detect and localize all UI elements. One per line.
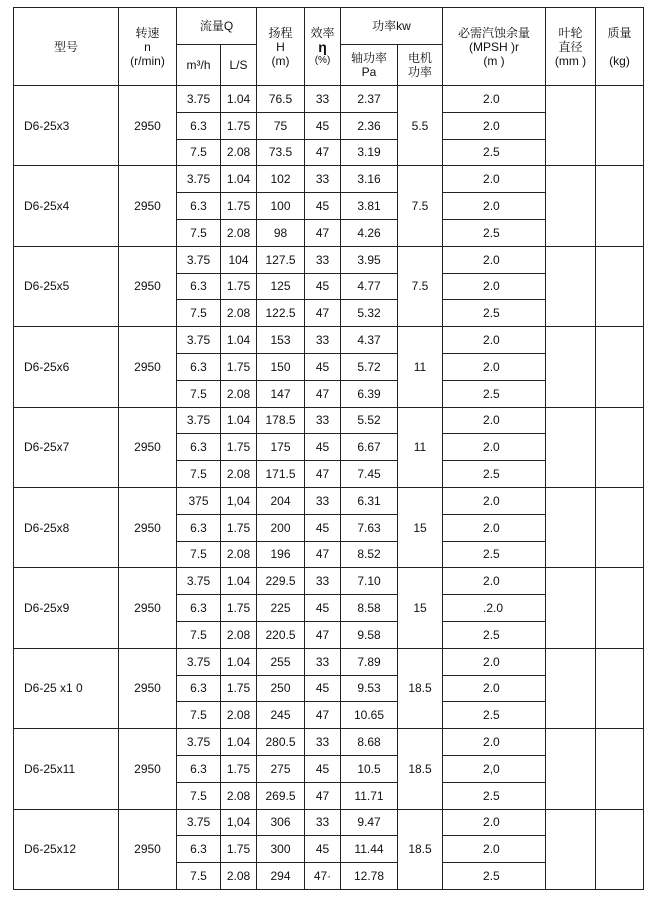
shaft-power-cell: 2.37: [341, 86, 398, 113]
npsh-cell: 2.0: [443, 246, 546, 273]
efficiency-cell: 45: [305, 193, 341, 220]
npsh-cell: 2.0: [443, 729, 546, 756]
model-cell: D6-25x7: [14, 407, 119, 487]
mass-cell: [596, 86, 644, 166]
shaft-power-cell: 6.31: [341, 487, 398, 514]
mass-cell: [596, 327, 644, 407]
head-cell: 220.5: [257, 621, 305, 648]
efficiency-cell: 45: [305, 595, 341, 622]
mass-cell: [596, 246, 644, 326]
npsh-cell: 2.5: [443, 219, 546, 246]
head-cell: 306: [257, 809, 305, 836]
efficiency-cell: 45: [305, 836, 341, 863]
efficiency-cell: 47: [305, 541, 341, 568]
head-cell: 150: [257, 353, 305, 380]
shaft-power-cell: 12.78: [341, 863, 398, 890]
flow-ls-cell: 1.75: [221, 675, 257, 702]
motor-power-cell: 7.5: [398, 166, 443, 246]
npsh-cell: 2.0: [443, 353, 546, 380]
efficiency-cell: 33: [305, 809, 341, 836]
flow-m3h-cell: 7.5: [177, 782, 221, 809]
flow-m3h-cell: 7.5: [177, 541, 221, 568]
efficiency-cell: 47: [305, 461, 341, 488]
shaft-power-cell: 9.58: [341, 621, 398, 648]
shaft-power-cell: 5.32: [341, 300, 398, 327]
efficiency-cell: 33: [305, 648, 341, 675]
header-model: 型号: [14, 8, 119, 86]
efficiency-cell: 47: [305, 139, 341, 166]
pump-spec-table: [13, 7, 644, 890]
flow-ls-cell: 104: [221, 246, 257, 273]
efficiency-cell: 47: [305, 702, 341, 729]
header-flow-m3h: m³/h: [177, 45, 221, 86]
efficiency-cell: 33: [305, 246, 341, 273]
efficiency-cell: 33: [305, 327, 341, 354]
flow-m3h-cell: 6.3: [177, 514, 221, 541]
table-row: [14, 809, 644, 836]
flow-ls-cell: 2.08: [221, 300, 257, 327]
head-cell: 102: [257, 166, 305, 193]
head-cell: 147: [257, 380, 305, 407]
head-cell: 229.5: [257, 568, 305, 595]
head-cell: 73.5: [257, 139, 305, 166]
flow-m3h-cell: 3.75: [177, 568, 221, 595]
efficiency-cell: 33: [305, 407, 341, 434]
npsh-cell: 2.0: [443, 327, 546, 354]
npsh-cell: 2.5: [443, 702, 546, 729]
npsh-cell: 2.0: [443, 193, 546, 220]
head-cell: 178.5: [257, 407, 305, 434]
header-motor-power: 电机 功率: [398, 45, 443, 86]
head-cell: 98: [257, 219, 305, 246]
shaft-power-cell: 9.47: [341, 809, 398, 836]
flow-m3h-cell: 6.3: [177, 595, 221, 622]
mass-cell: [596, 729, 644, 809]
impeller-cell: [546, 568, 596, 648]
head-cell: 255: [257, 648, 305, 675]
speed-cell: 2950: [119, 648, 177, 728]
flow-ls-cell: 1.04: [221, 327, 257, 354]
table-row: [14, 729, 644, 756]
npsh-cell: 2.0: [443, 112, 546, 139]
flow-ls-cell: 2.08: [221, 380, 257, 407]
head-cell: 250: [257, 675, 305, 702]
flow-m3h-cell: 3.75: [177, 246, 221, 273]
shaft-power-cell: 8.52: [341, 541, 398, 568]
flow-m3h-cell: 7.5: [177, 380, 221, 407]
flow-m3h-cell: 3.75: [177, 648, 221, 675]
efficiency-cell: 45: [305, 353, 341, 380]
head-cell: 122.5: [257, 300, 305, 327]
mass-cell: [596, 648, 644, 728]
table-row: [14, 648, 644, 675]
head-cell: 294: [257, 863, 305, 890]
head-cell: 275: [257, 755, 305, 782]
shaft-power-cell: 10.65: [341, 702, 398, 729]
header-speed: 转速 n (r/min): [119, 8, 177, 86]
flow-m3h-cell: 3.75: [177, 809, 221, 836]
shaft-power-cell: 2.36: [341, 112, 398, 139]
efficiency-cell: 33: [305, 166, 341, 193]
flow-ls-cell: 1.04: [221, 86, 257, 113]
impeller-cell: [546, 246, 596, 326]
head-cell: 300: [257, 836, 305, 863]
mass-cell: [596, 166, 644, 246]
flow-ls-cell: 2.08: [221, 702, 257, 729]
shaft-power-cell: 10.5: [341, 755, 398, 782]
npsh-cell: 2.0: [443, 648, 546, 675]
efficiency-cell: 45: [305, 273, 341, 300]
head-cell: 100: [257, 193, 305, 220]
head-cell: 280.5: [257, 729, 305, 756]
flow-m3h-cell: 6.3: [177, 434, 221, 461]
speed-cell: 2950: [119, 729, 177, 809]
flow-ls-cell: 1.75: [221, 193, 257, 220]
npsh-cell: .2.0: [443, 595, 546, 622]
header-efficiency: 效率 η (%): [305, 8, 341, 86]
table-row: [14, 246, 644, 273]
flow-m3h-cell: 7.5: [177, 863, 221, 890]
shaft-power-cell: 6.67: [341, 434, 398, 461]
shaft-power-cell: 4.26: [341, 219, 398, 246]
efficiency-cell: 45: [305, 755, 341, 782]
head-cell: 225: [257, 595, 305, 622]
header-flow-ls: L/S: [221, 45, 257, 86]
table-row: [14, 166, 644, 193]
npsh-cell: 2.0: [443, 434, 546, 461]
npsh-cell: 2.0: [443, 407, 546, 434]
flow-ls-cell: 1.75: [221, 595, 257, 622]
flow-m3h-cell: 6.3: [177, 755, 221, 782]
shaft-power-cell: 9.53: [341, 675, 398, 702]
flow-ls-cell: 2.08: [221, 863, 257, 890]
flow-ls-cell: 1.75: [221, 112, 257, 139]
speed-cell: 2950: [119, 327, 177, 407]
efficiency-cell: 45: [305, 675, 341, 702]
flow-m3h-cell: 375: [177, 487, 221, 514]
flow-ls-cell: 1.75: [221, 836, 257, 863]
motor-power-cell: 18.5: [398, 648, 443, 728]
shaft-power-cell: 11.44: [341, 836, 398, 863]
efficiency-cell: 45: [305, 514, 341, 541]
model-cell: D6-25x5: [14, 246, 119, 326]
shaft-power-cell: 4.77: [341, 273, 398, 300]
flow-ls-cell: 1.04: [221, 648, 257, 675]
efficiency-cell: 47: [305, 380, 341, 407]
impeller-cell: [546, 809, 596, 889]
flow-ls-cell: 2.08: [221, 139, 257, 166]
shaft-power-cell: 7.10: [341, 568, 398, 595]
efficiency-cell: 47: [305, 219, 341, 246]
flow-ls-cell: 1.75: [221, 514, 257, 541]
motor-power-cell: 15: [398, 568, 443, 648]
npsh-cell: 2.5: [443, 782, 546, 809]
impeller-cell: [546, 729, 596, 809]
table-row: [14, 407, 644, 434]
speed-cell: 2950: [119, 809, 177, 889]
mass-cell: [596, 487, 644, 567]
flow-ls-cell: 2.08: [221, 782, 257, 809]
header-power: 功率kw: [341, 8, 443, 45]
mass-cell: [596, 407, 644, 487]
flow-m3h-cell: 3.75: [177, 86, 221, 113]
efficiency-cell: 33: [305, 487, 341, 514]
flow-ls-cell: 2.08: [221, 219, 257, 246]
head-cell: 204: [257, 487, 305, 514]
npsh-cell: 2.5: [443, 380, 546, 407]
speed-cell: 2950: [119, 166, 177, 246]
flow-m3h-cell: 3.75: [177, 166, 221, 193]
flow-ls-cell: 1.75: [221, 353, 257, 380]
shaft-power-cell: 7.89: [341, 648, 398, 675]
model-cell: D6-25x8: [14, 487, 119, 567]
flow-m3h-cell: 7.5: [177, 461, 221, 488]
efficiency-cell: 47: [305, 782, 341, 809]
flow-m3h-cell: 3.75: [177, 729, 221, 756]
flow-m3h-cell: 3.75: [177, 327, 221, 354]
head-cell: 75: [257, 112, 305, 139]
head-cell: 171.5: [257, 461, 305, 488]
table-row: [14, 487, 644, 514]
motor-power-cell: 11: [398, 327, 443, 407]
impeller-cell: [546, 487, 596, 567]
head-cell: 175: [257, 434, 305, 461]
header-flow: 流量Q: [177, 8, 257, 45]
head-cell: 153: [257, 327, 305, 354]
header-npsh: 必需汽蚀余量 (MPSH )r (m ): [443, 8, 546, 86]
header-row-1: [14, 8, 644, 45]
shaft-power-cell: 4.37: [341, 327, 398, 354]
flow-ls-cell: 1.04: [221, 568, 257, 595]
table-row: [14, 568, 644, 595]
impeller-cell: [546, 166, 596, 246]
npsh-cell: 2.5: [443, 300, 546, 327]
flow-ls-cell: 2.08: [221, 461, 257, 488]
npsh-cell: 2.5: [443, 461, 546, 488]
flow-m3h-cell: 6.3: [177, 273, 221, 300]
npsh-cell: 2.5: [443, 541, 546, 568]
impeller-cell: [546, 327, 596, 407]
table-row: [14, 86, 644, 113]
header-head: 扬程 H (m): [257, 8, 305, 86]
shaft-power-cell: 5.52: [341, 407, 398, 434]
head-cell: 125: [257, 273, 305, 300]
impeller-cell: [546, 648, 596, 728]
impeller-cell: [546, 407, 596, 487]
efficiency-cell: 33: [305, 568, 341, 595]
model-cell: D6-25 x1 0: [14, 648, 119, 728]
motor-power-cell: 15: [398, 487, 443, 567]
flow-ls-cell: 1,04: [221, 487, 257, 514]
shaft-power-cell: 3.19: [341, 139, 398, 166]
speed-cell: 2950: [119, 487, 177, 567]
flow-ls-cell: 2.08: [221, 541, 257, 568]
npsh-cell: 2.0: [443, 568, 546, 595]
head-cell: 76.5: [257, 86, 305, 113]
motor-power-cell: 11: [398, 407, 443, 487]
flow-ls-cell: 2.08: [221, 621, 257, 648]
head-cell: 269.5: [257, 782, 305, 809]
flow-ls-cell: 1.75: [221, 273, 257, 300]
flow-ls-cell: 1.04: [221, 729, 257, 756]
efficiency-cell: 45: [305, 112, 341, 139]
motor-power-cell: 7.5: [398, 246, 443, 326]
npsh-cell: 2.0: [443, 514, 546, 541]
npsh-cell: 2.0: [443, 836, 546, 863]
efficiency-cell: 47: [305, 621, 341, 648]
head-cell: 245: [257, 702, 305, 729]
npsh-cell: 2.0: [443, 809, 546, 836]
speed-cell: 2950: [119, 407, 177, 487]
impeller-cell: [546, 86, 596, 166]
efficiency-cell: 47: [305, 300, 341, 327]
model-cell: D6-25x11: [14, 729, 119, 809]
shaft-power-cell: 3.81: [341, 193, 398, 220]
efficiency-cell: 33: [305, 86, 341, 113]
npsh-cell: 2,0: [443, 755, 546, 782]
head-cell: 200: [257, 514, 305, 541]
npsh-cell: 2.5: [443, 139, 546, 166]
model-cell: D6-25x3: [14, 86, 119, 166]
flow-m3h-cell: 6.3: [177, 112, 221, 139]
shaft-power-cell: 8.68: [341, 729, 398, 756]
mass-cell: [596, 809, 644, 889]
flow-m3h-cell: 6.3: [177, 675, 221, 702]
model-cell: D6-25x12: [14, 809, 119, 889]
shaft-power-cell: 11.71: [341, 782, 398, 809]
flow-ls-cell: 1.75: [221, 755, 257, 782]
motor-power-cell: 18.5: [398, 729, 443, 809]
motor-power-cell: 5.5: [398, 86, 443, 166]
flow-m3h-cell: 7.5: [177, 300, 221, 327]
header-shaft-power: 轴功率 Pa: [341, 45, 398, 86]
shaft-power-cell: 3.95: [341, 246, 398, 273]
flow-m3h-cell: 7.5: [177, 702, 221, 729]
flow-ls-cell: 1,04: [221, 809, 257, 836]
shaft-power-cell: 8.58: [341, 595, 398, 622]
shaft-power-cell: 5.72: [341, 353, 398, 380]
flow-m3h-cell: 7.5: [177, 621, 221, 648]
efficiency-cell: 33: [305, 729, 341, 756]
shaft-power-cell: 3.16: [341, 166, 398, 193]
header-mass: 质量 (kg): [596, 8, 644, 86]
speed-cell: 2950: [119, 246, 177, 326]
flow-m3h-cell: 6.3: [177, 353, 221, 380]
speed-cell: 2950: [119, 568, 177, 648]
npsh-cell: 2.5: [443, 621, 546, 648]
shaft-power-cell: 6.39: [341, 380, 398, 407]
flow-m3h-cell: 7.5: [177, 219, 221, 246]
npsh-cell: 2.0: [443, 86, 546, 113]
table-row: [14, 327, 644, 354]
model-cell: D6-25x9: [14, 568, 119, 648]
flow-ls-cell: 1.04: [221, 407, 257, 434]
flow-m3h-cell: 6.3: [177, 836, 221, 863]
npsh-cell: 2.0: [443, 487, 546, 514]
header-impeller: 叶轮 直径 (mm ): [546, 8, 596, 86]
npsh-cell: 2.5: [443, 863, 546, 890]
npsh-cell: 2.0: [443, 166, 546, 193]
flow-ls-cell: 1.04: [221, 166, 257, 193]
efficiency-cell: 47·: [305, 863, 341, 890]
shaft-power-cell: 7.45: [341, 461, 398, 488]
flow-m3h-cell: 6.3: [177, 193, 221, 220]
head-cell: 127.5: [257, 246, 305, 273]
npsh-cell: 2.0: [443, 675, 546, 702]
head-cell: 196: [257, 541, 305, 568]
efficiency-cell: 45: [305, 434, 341, 461]
model-cell: D6-25x4: [14, 166, 119, 246]
flow-m3h-cell: 3.75: [177, 407, 221, 434]
flow-m3h-cell: 7.5: [177, 139, 221, 166]
mass-cell: [596, 568, 644, 648]
model-cell: D6-25x6: [14, 327, 119, 407]
shaft-power-cell: 7.63: [341, 514, 398, 541]
npsh-cell: 2.0: [443, 273, 546, 300]
speed-cell: 2950: [119, 86, 177, 166]
motor-power-cell: 18.5: [398, 809, 443, 889]
flow-ls-cell: 1.75: [221, 434, 257, 461]
